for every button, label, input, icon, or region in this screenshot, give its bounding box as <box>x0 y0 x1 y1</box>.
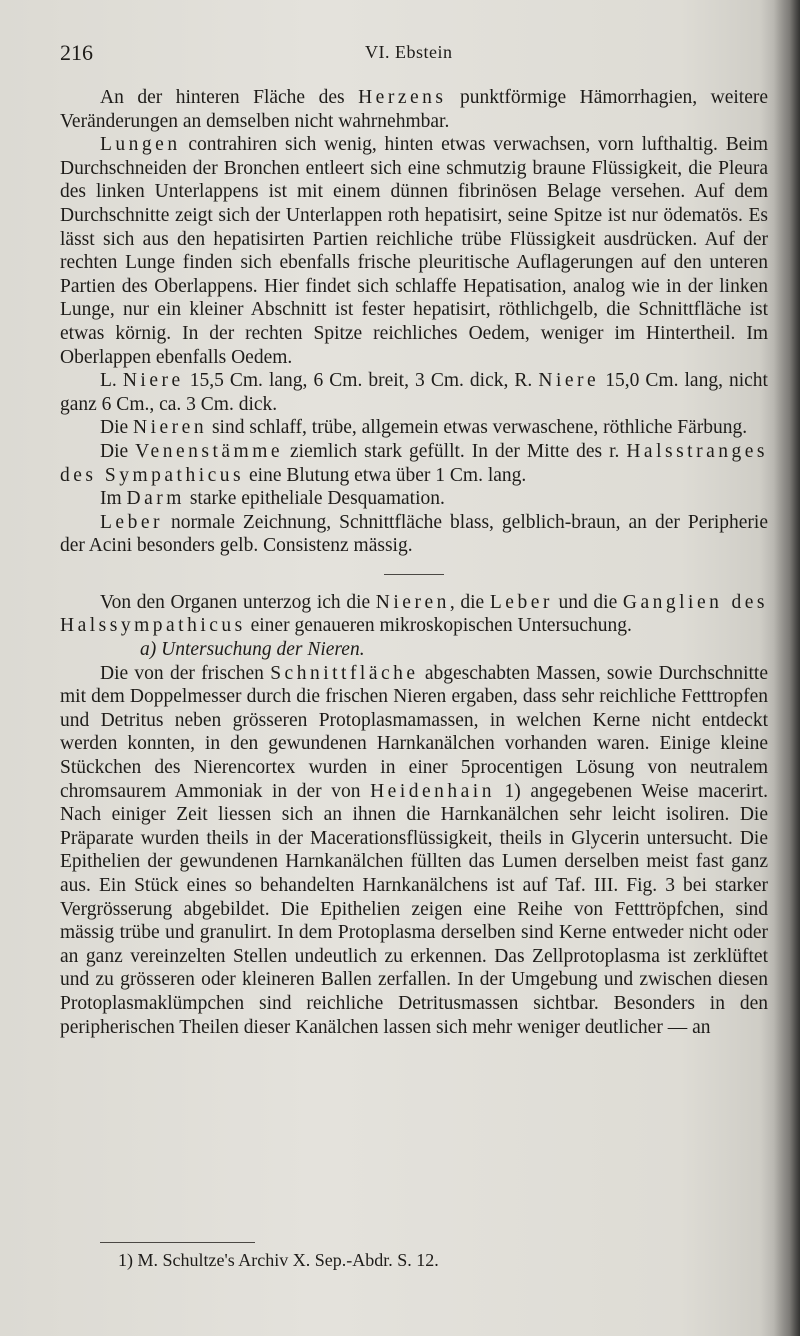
intro-paragraph <box>60 591 768 638</box>
page-edge-shadow <box>774 0 800 1336</box>
spaced-term: Ganglien des Halssympathicus <box>60 591 768 637</box>
text-run: Von den Organen unterzog ich die <box>100 591 376 613</box>
spaced-term: Leber <box>100 511 163 533</box>
paragraph <box>60 86 768 133</box>
paragraph <box>60 511 768 558</box>
paragraph <box>60 369 768 416</box>
text-run: Die <box>100 417 134 439</box>
page-header <box>60 40 760 70</box>
spaced-term: Herzens <box>358 87 447 108</box>
text-run: 1) angegebenen Weise macerirt. Nach einiger Zeit liessen sich an ihnen die Harnkanälchen sehr leicht isoliren. Die Präparate wurden theils in der Macerationsflüssigkeit, theils in Glycerin untersucht. Die Epithelien der gewundenen Harnkanälchen füllten das Lumen derselben meist fast ganz aus. Ein Stück eines so behandelten Harnkanälchens ist auf Taf. III. Fig. 3 bei starker Vergrösserung abgebildet. Die Epithelien zeigen eine Reihe von Fetttröpfchen, sind mässig trübe und granulirt. In dem Protoplasma derselben sind Kerne entweder nicht oder an ganz vereinzelten Stellen undeutlich zu erkennen. Das Zellprotoplasma ist zerklüftet und zu grösseren oder kleineren Ballen zerfallen. In der Umgebung und zwischen diesen Protoplasmaklümpchen sind reichliche Detritusmassen sichtbar. Besonders in den peripherischen Theilen dieser Kanälchen lassen sich mehr weniger deutlicher — an <box>60 780 768 1038</box>
text-run: und die <box>552 591 623 613</box>
text-run: ziemlich stark gefüllt. In der Mitte des r. <box>283 440 627 462</box>
spaced-term: Venenstämme <box>135 440 284 462</box>
paragraph <box>60 440 768 487</box>
text-run: Die von der frischen <box>100 662 271 684</box>
text-run: Im <box>100 488 127 510</box>
text-run: contrahiren sich wenig, hinten etwas verwachsen, vorn lufthaltig. Beim Durchschneiden der Bronchen entleert sich eine schmutzig braune Flüssigkeit, die Pleura des linken Unterlappens ist mit einem dünnen fibrinösen Belage versehen. Auf dem Durchschnitte zeigt sich der Unterlappen roth hepatisirt, seine Spitze ist nur ödematös. Es lässt sich aus den hepatisirten Partien reichliche trübe Flüssigkeit ausdrücken. Auf der rechten Lunge finden sich ebenfalls frische pleuritische Auflagerungen auf den unteren Partien des Oberlappens. Hier findet sich schlaffe Hepatisation, analog wie in der linken Lunge, nur ein kleiner Abschnitt ist fester hepatisirt, röthlichgelb, die Schnittfläche ist etwas körnig. In der rechten Spitze reichliches Oedem, weniger im Hintertheil. Im Oberlappen ebenfalls Oedem. <box>60 134 768 368</box>
spaced-term: Schnittfläche <box>270 662 419 684</box>
page-number: 216 <box>60 40 93 65</box>
kidney-examination <box>60 662 768 1040</box>
text-run: sind schlaff, trübe, allgemein etwas verwaschene, röthliche Färbung. <box>207 417 748 439</box>
autopsy-findings <box>60 86 768 558</box>
body-text <box>60 86 768 1039</box>
paragraph <box>60 416 768 440</box>
spaced-term: Darm <box>126 488 185 510</box>
paragraph <box>60 662 768 1040</box>
paragraph <box>60 591 768 638</box>
text-run: punktförmige Hämorrhagien, weitere Veränderungen an demselben nicht wahrnehmbar. <box>60 87 768 132</box>
footnote-rule <box>100 1242 255 1243</box>
spaced-term: Leber <box>489 591 553 613</box>
text-run: normale Zeichnung, Schnittfläche blass, gelblich-braun, an der Peripherie der Acini besonders gelb. Consistenz mässig. <box>60 511 768 557</box>
spaced-term: Niere <box>538 370 600 392</box>
spaced-term: Halsstranges des Sympathicus <box>60 440 768 486</box>
text-run: abgeschabten Massen, sowie Durchschnitte mit dem Doppelmesser durch die frischen Nieren ergaben, dass sehr reichliche Fetttropfen und Detritus neben grösseren Protoplasmamassen, in welchen Kerne nicht entdeckt werden konnten, in den gewundenen Harnkanälchen vorhanden waren. Einige kleine Stückchen des Nierencortex wurden in einer 5procentigen Lösung von neutralem chromsaurem Ammoniak in der von <box>60 662 769 802</box>
spaced-term: Heidenhain <box>370 780 495 802</box>
section-divider <box>384 574 444 575</box>
paragraph <box>60 487 768 511</box>
text-run: 15,5 Cm. lang, 6 Cm. breit, 3 Cm. dick, R. <box>183 370 539 392</box>
spaced-term: Niere <box>122 370 184 392</box>
text-run: starke epitheliale Desquamation. <box>184 488 445 510</box>
text-run: 15,0 Cm. lang, nicht ganz 6 Cm., ca. 3 Cm. dick. <box>60 370 768 415</box>
text-run: L. <box>100 370 123 392</box>
spaced-term: Lungen <box>100 134 181 156</box>
paragraph <box>60 133 768 369</box>
text-run: , die <box>449 591 490 613</box>
spaced-term: Nieren <box>375 591 450 613</box>
text-run: Die <box>100 440 136 462</box>
footnote: 1) M. Schultze's Archiv X. Sep.-Abdr. S. 12. <box>118 1250 439 1270</box>
subsection-heading: a) Untersuchung der Nieren. <box>140 639 365 661</box>
spaced-term: Nieren <box>133 417 208 439</box>
text-run: eine Blutung etwa über 1 Cm. lang. <box>244 464 527 486</box>
text-run: einer genaueren mikroskopischen Untersuchung. <box>245 615 632 637</box>
text-run: An der hinteren Fläche des <box>100 87 359 108</box>
running-head: VI. Ebstein <box>365 42 453 62</box>
